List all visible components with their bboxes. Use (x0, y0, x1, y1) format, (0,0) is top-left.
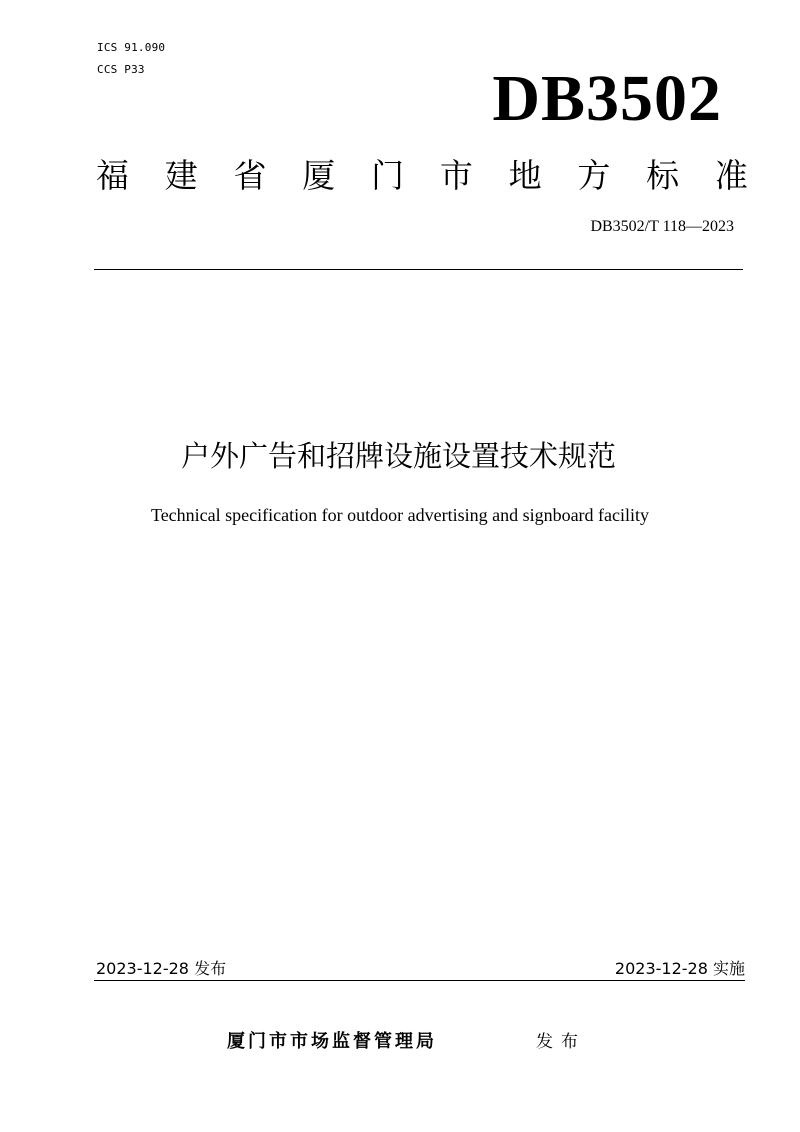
publisher-action: 发布 (536, 1032, 586, 1052)
authority-char: 门 (371, 156, 405, 195)
ccs-code: CCS P33 (97, 63, 145, 76)
authority-char: 省 (233, 156, 267, 195)
standard-code-large: DB3502 (492, 62, 722, 135)
authority-char: 市 (439, 156, 473, 195)
authority-char: 标 (646, 156, 680, 195)
publisher-name: 厦门市市场监督管理局 (227, 1031, 437, 1052)
authority-char: 建 (164, 156, 198, 195)
authority-char: 地 (508, 156, 542, 195)
top-divider (94, 269, 743, 270)
document-title-zh (0, 436, 800, 476)
authority-char: 方 (577, 156, 611, 195)
implementation-date: 2023-12-28 实施 (614, 959, 745, 978)
authority-char: 厦 (302, 156, 336, 195)
document-title-en: Technical specification for outdoor advertising and signboard facility (150, 505, 650, 525)
standard-number: DB3502/T 118—2023 (590, 218, 734, 235)
bottom-divider (94, 980, 745, 981)
ics-code: ICS 91.090 (97, 41, 166, 54)
authority-char: 准 (714, 156, 748, 195)
document-title-zh-text: 户外广告和招牌设施设置技术规范 (180, 439, 616, 473)
authority-char: 福 (96, 156, 129, 195)
issue-date: 2023-12-28 发布 (96, 959, 227, 978)
issuing-authority-title (96, 152, 748, 200)
